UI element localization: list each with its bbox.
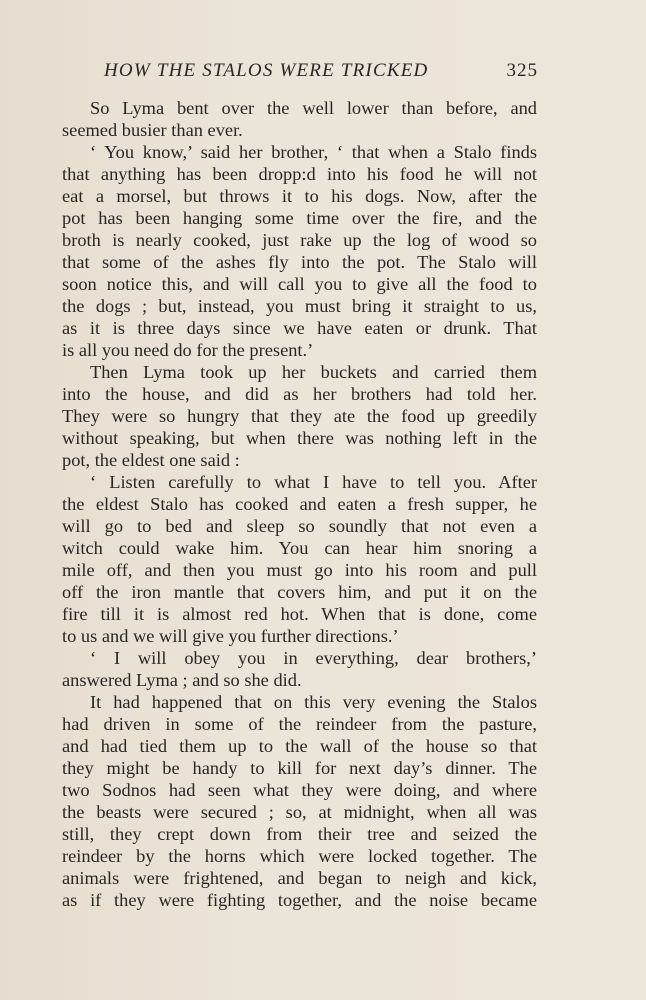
text-line: ‘ I will obey you in everything, dear brothers,’	[90, 648, 537, 668]
text-line: broth is nearly cooked, just rake up the log of wood so	[62, 230, 537, 250]
text-line: off the iron mantle that covers him, and put it on the	[62, 582, 537, 602]
text-line: witch could wake him. You can hear him snoring a	[62, 538, 537, 558]
text-line: eat a morsel, but throws it to his dogs. Now, after the	[62, 186, 537, 206]
text-line: fire till it is almost red hot. When that is done, come	[62, 604, 537, 624]
text-line: ‘ You know,’ said her brother, ‘ that when a Stalo finds	[90, 142, 537, 162]
text-line: as if they were fighting together, and the noise became	[62, 890, 537, 910]
text-line: is all you need do for the present.’	[62, 340, 314, 360]
text-line: the beasts were secured ; so, at midnight, when all was	[62, 802, 537, 822]
text-line: pot has been hanging some time over the fire, and the	[62, 208, 537, 228]
text-line: ‘ Listen carefully to what I have to tell you. After	[90, 472, 537, 492]
body-text	[62, 97, 537, 911]
text-line: to us and we will give you further directions.’	[62, 626, 399, 646]
text-line: still, they crept down from their tree and seized the	[62, 824, 537, 844]
page-header	[100, 60, 540, 86]
text-line: Then Lyma took up her buckets and carried them	[90, 362, 537, 382]
page-number: 325	[506, 60, 538, 81]
text-line: two Sodnos had seen what they were doing, and where	[62, 780, 537, 800]
text-line: It had happened that on this very evening the Stalos	[90, 692, 537, 712]
text-line: as it is three days since we have eaten or drunk. That	[62, 318, 537, 338]
text-line: had driven in some of the reindeer from the pasture,	[62, 714, 537, 734]
text-line: answered Lyma ; and so she did.	[62, 670, 302, 690]
text-line: will go to bed and sleep so soundly that not even a	[62, 516, 537, 536]
running-title: HOW THE STALOS WERE TRICKED	[104, 60, 429, 81]
text-line: soon notice this, and will call you to give all the food to	[62, 274, 537, 294]
text-line: reindeer by the horns which were locked together. The	[62, 846, 537, 866]
text-line: without speaking, but when there was nothing left in the	[62, 428, 537, 448]
text-line: that some of the ashes fly into the pot. The Stalo will	[62, 252, 537, 272]
text-line: they might be handy to kill for next day’s dinner. The	[62, 758, 537, 778]
text-line: They were so hungry that they ate the food up greedily	[62, 406, 537, 426]
text-line: and had tied them up to the wall of the house so that	[62, 736, 537, 756]
text-line: seemed busier than ever.	[62, 120, 243, 140]
text-line: that anything has been dropp:d into his food he will not	[62, 164, 537, 184]
text-line: pot, the eldest one said :	[62, 450, 240, 470]
text-line: into the house, and did as her brothers had told her.	[62, 384, 537, 404]
text-line: mile off, and then you must go into his room and pull	[62, 560, 537, 580]
text-line: So Lyma bent over the well lower than before, and	[90, 98, 537, 118]
text-line: the eldest Stalo has cooked and eaten a fresh supper, he	[62, 494, 537, 514]
text-line: animals were frightened, and began to neigh and kick,	[62, 868, 537, 888]
text-line: the dogs ; but, instead, you must bring it straight to us,	[62, 296, 537, 316]
